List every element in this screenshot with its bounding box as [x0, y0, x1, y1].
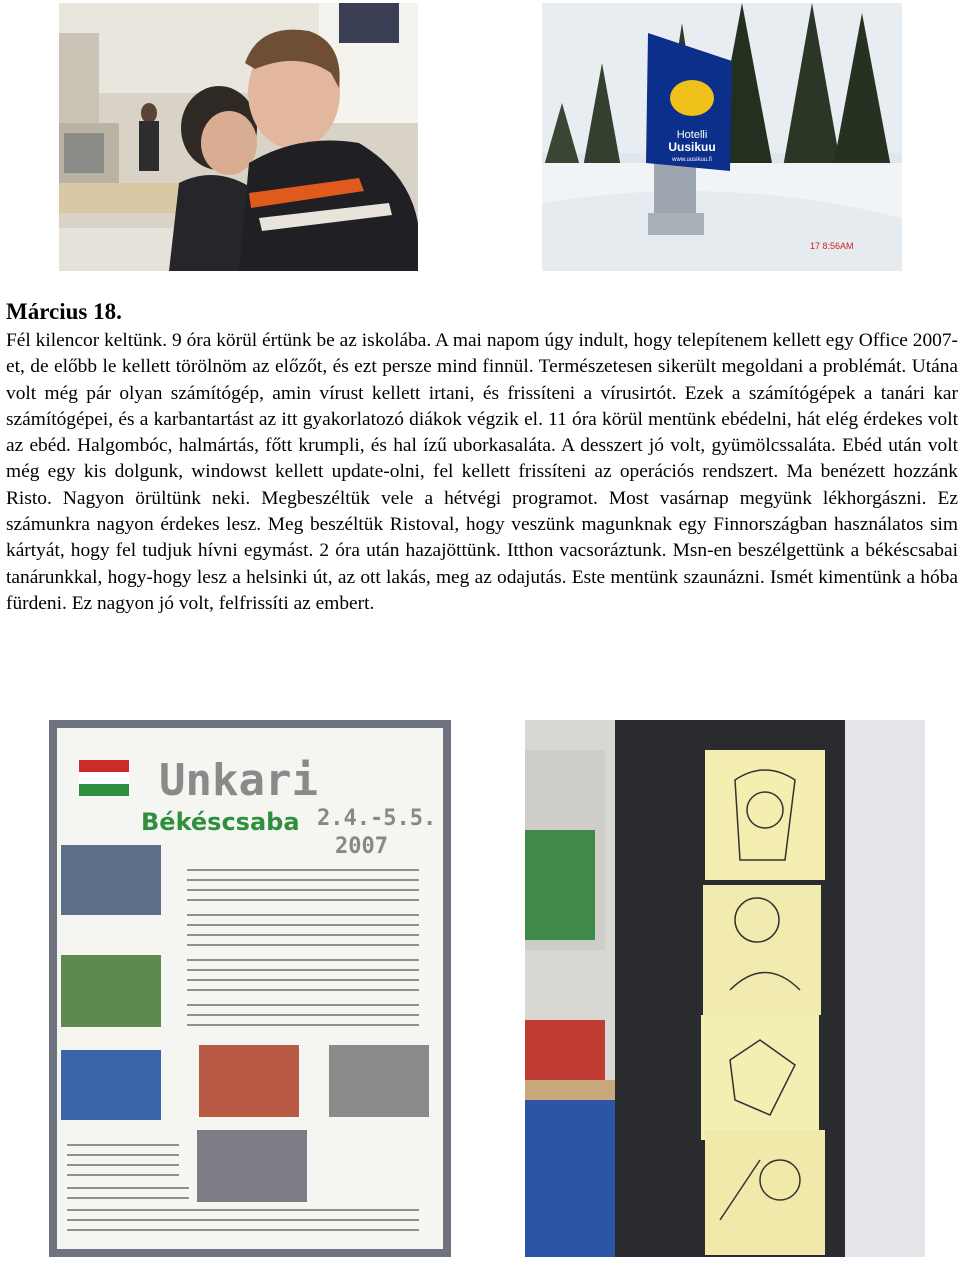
photo-hungary-poster	[49, 720, 451, 1257]
poster-title: Unkari	[159, 755, 318, 806]
date-heading: Március 18.	[6, 299, 122, 324]
photo-hotel-sign-snow	[542, 3, 902, 271]
photo-students-at-computers	[59, 3, 418, 271]
poster-year: 2007	[335, 834, 388, 859]
photo-sticky-note-drawings	[525, 720, 925, 1257]
poster-city: Békéscsaba	[141, 808, 300, 836]
sign-url: www.uusikuu.fi	[672, 157, 712, 163]
photo-timestamp: 17 8:56AM	[810, 241, 854, 251]
diary-paragraph: Fél kilencor keltünk. 9 óra körül értünk be az iskolába. A mai napom úgy indult, hogy telepítenem kellett egy Office 2007-et, de előbb le kellett törölnöm az előzőt, és ezt persze mind finnül. Természetesen sikerült megoldani a problémát. Utána volt még pár olyan számítógép, amin vírust kellett irtani, és frissíteni a vírusirtót. Ezek a számítógépek a tanári kar számítógépei, és a karbantartást az itt gyakorlatozó diákok végzik el. 11 óra körül mentünk ebédelni, hát elég érdekes volt az ebéd. Halgombóc, halmártás, főtt krumpli, és hal ízű uborkasaláta. A desszert jó volt, gyümölcssaláta. Ebéd után volt még egy kis dolgunk, windowst kellett update-olni, fel kellett frissíteni az operációs rendszert. Ma benézett hozzánk Risto. Nagyon örültünk neki. Megbeszéltük vele a hétvégi programot. Most vasárnap megyünk lékhorgászni. Ez számunkra nagyon érdekes lesz. Meg beszéltük Ristoval, hogy veszünk magunknak egy Finnországban használatos sim kártyát, hogy fel tudjuk hívni egymást. 2 óra után hazajöttünk. Itthon vacsoráztunk. Msn-en beszélgettünk a békéscsabai tanárunkkal, hogy-hogy lesz a helsinki út, az ott lakás, meg az odajutás. Este mentünk szaunázni. Ismét kimentünk a hóba fürdeni. Ez nagyon jó volt, felfrissíti az embert.	[6, 330, 958, 614]
sign-text-line2: Uusikuu	[668, 140, 716, 154]
poster-dates: 2.4.-5.5.	[317, 806, 437, 831]
sign-text-line1: Hotelli	[676, 129, 708, 141]
